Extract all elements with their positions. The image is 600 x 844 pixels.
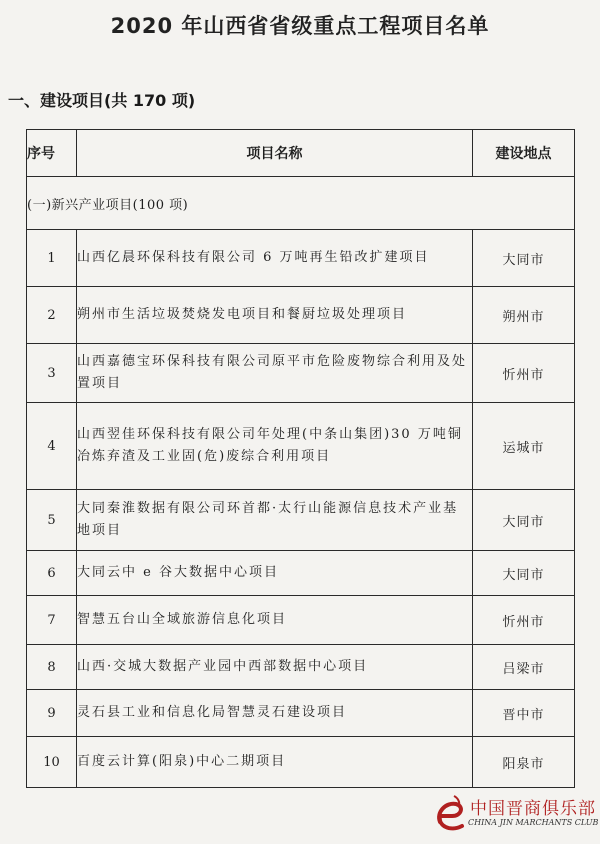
row-location: 大同市 [473, 490, 575, 551]
header-name: 项目名称 [77, 130, 473, 177]
row-project-name: 山西翌佳环保科技有限公司年处理(中条山集团)30 万吨铜冶炼弃渣及工业固(危)废综合利用项目 [77, 403, 473, 490]
row-project-name: 大同云中 e 谷大数据中心项目 [77, 551, 473, 596]
table-row [27, 645, 575, 690]
row-number: 3 [27, 344, 77, 403]
table-row [27, 551, 575, 596]
row-project-name: 大同秦淮数据有限公司环首都·太行山能源信息技术产业基地项目 [77, 490, 473, 551]
row-location: 朔州市 [473, 287, 575, 344]
table-row [27, 690, 575, 737]
row-location: 吕梁市 [473, 645, 575, 690]
table-header-row [27, 130, 575, 177]
category-row [27, 177, 575, 230]
header-number: 序号 [27, 130, 77, 177]
watermark-name-cn: 中国晋商俱乐部 [470, 799, 596, 819]
table-row [27, 230, 575, 287]
row-project-name: 百度云计算(阳泉)中心二期项目 [77, 737, 473, 788]
row-number: 8 [27, 645, 77, 690]
row-number: 7 [27, 596, 77, 645]
row-location: 大同市 [473, 230, 575, 287]
watermark-name-en: CHINA JIN MARCHANTS CLUB [468, 818, 599, 827]
row-number: 9 [27, 690, 77, 737]
row-project-name: 灵石县工业和信息化局智慧灵石建设项目 [77, 690, 473, 737]
e-logo-icon [432, 792, 468, 836]
row-number: 4 [27, 403, 77, 490]
table-row [27, 287, 575, 344]
row-location: 忻州市 [473, 596, 575, 645]
category-label: (一)新兴产业项目(100 项) [27, 177, 575, 230]
table-row [27, 344, 575, 403]
row-project-name: 山西嘉德宝环保科技有限公司原平市危险废物综合利用及处置项目 [77, 344, 473, 403]
row-number: 6 [27, 551, 77, 596]
row-location: 运城市 [473, 403, 575, 490]
table-row [27, 737, 575, 788]
row-number: 5 [27, 490, 77, 551]
row-location: 晋中市 [473, 690, 575, 737]
table-row [27, 403, 575, 490]
row-number: 10 [27, 737, 77, 788]
watermark [432, 792, 600, 840]
row-location: 大同市 [473, 551, 575, 596]
row-number: 1 [27, 230, 77, 287]
row-project-name: 朔州市生活垃圾焚烧发电项目和餐厨垃圾处理项目 [77, 287, 473, 344]
row-location: 阳泉市 [473, 737, 575, 788]
row-location: 忻州市 [473, 344, 575, 403]
row-project-name: 山西亿晨环保科技有限公司 6 万吨再生铅改扩建项目 [77, 230, 473, 287]
table-row [27, 490, 575, 551]
row-project-name: 智慧五台山全域旅游信息化项目 [77, 596, 473, 645]
row-project-name: 山西·交城大数据产业园中西部数据中心项目 [77, 645, 473, 690]
projects-table [26, 129, 575, 788]
table-row [27, 596, 575, 645]
document-title: 2020 年山西省省级重点工程项目名单 [110, 14, 490, 38]
row-number: 2 [27, 287, 77, 344]
header-location: 建设地点 [473, 130, 575, 177]
section-title: 一、建设项目(共 170 项) [8, 91, 196, 110]
